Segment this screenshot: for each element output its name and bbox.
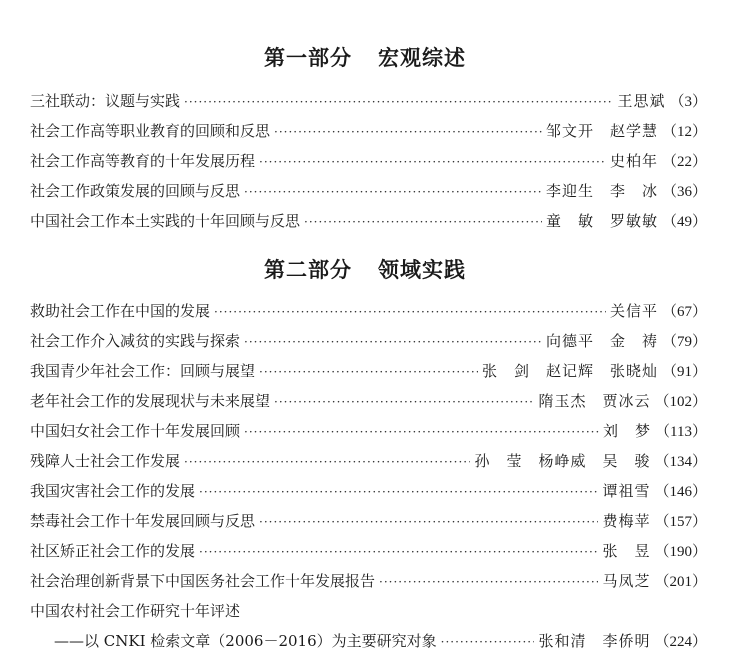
entry-page: （190）	[654, 544, 707, 560]
toc-entry[interactable]	[30, 120, 707, 142]
entry-authors: 童 敏 罗敏敏	[545, 212, 658, 230]
entry-page: （102）	[654, 394, 707, 410]
entry-authors: 向德平 金 祷	[545, 332, 658, 350]
dot-leader	[199, 541, 598, 563]
entry-title: 三社联动：议题与实践	[30, 92, 181, 110]
toc-entry[interactable]	[30, 480, 707, 502]
entry-page: （49）	[661, 214, 707, 230]
entry-title: 我国灾害社会工作的发展	[30, 482, 196, 500]
entry-title: 中国社会工作本土实践的十年回顾与反思	[30, 212, 301, 230]
entry-title: 社会工作政策发展的回顾与反思	[30, 182, 241, 200]
entry-page: （67）	[661, 304, 707, 320]
part-two-label: 第二部分	[264, 258, 352, 282]
dot-leader	[274, 391, 534, 413]
entry-authors: 孙 莹 杨峥威 吴 骏	[474, 452, 651, 470]
dot-leader	[379, 571, 598, 593]
dot-leader	[244, 331, 542, 353]
entry-page: （22）	[661, 154, 707, 170]
toc-entry[interactable]	[30, 300, 707, 322]
toc-entry[interactable]	[30, 420, 707, 442]
entry-authors: 张 昱	[602, 542, 651, 560]
entry-title: 老年社会工作的发展现状与未来展望	[30, 392, 271, 410]
part-one-heading	[0, 42, 730, 72]
dot-leader	[184, 451, 470, 473]
entry-page: （134）	[654, 454, 707, 470]
entry-title: 中国妇女社会工作十年发展回顾	[30, 422, 241, 440]
part-two-heading	[0, 254, 730, 284]
entry-page: （79）	[661, 334, 707, 350]
toc-entry[interactable]	[30, 330, 707, 352]
toc-entry[interactable]	[30, 90, 707, 112]
toc-entry[interactable]	[30, 390, 707, 412]
entry-authors: 隋玉杰 贾冰云	[538, 392, 651, 410]
dot-leader	[304, 211, 542, 233]
entry-authors: 谭祖雪	[602, 482, 651, 500]
toc-entry[interactable]	[30, 450, 707, 472]
entry-authors: 邹文开 赵学慧	[545, 122, 658, 140]
part-one-label: 第一部分	[264, 46, 352, 70]
dot-leader	[259, 511, 598, 533]
dot-leader	[184, 91, 613, 113]
dot-leader	[274, 121, 542, 143]
toc-entry[interactable]	[30, 540, 707, 562]
entry-title: 中国农村社会工作研究十年评述	[30, 602, 241, 620]
entry-page: （201）	[654, 574, 707, 590]
toc-entry[interactable]	[30, 570, 707, 592]
entry-authors: 张和清 李侨明	[538, 632, 651, 650]
entry-title: 禁毒社会工作十年发展回顾与反思	[30, 512, 256, 530]
entry-page: （12）	[661, 124, 707, 140]
toc-entry[interactable]	[30, 180, 707, 202]
entry-authors: 关信平	[609, 302, 658, 320]
dot-leader	[441, 631, 535, 653]
entry-authors: 费梅苹	[602, 512, 651, 530]
entry-authors: 马凤芝	[602, 572, 651, 590]
entry-title: 社会工作介入减贫的实践与探索	[30, 332, 241, 350]
entry-authors: 张 剑 赵记辉 张晓灿	[481, 362, 658, 380]
entry-title: 救助社会工作在中国的发展	[30, 302, 211, 320]
entry-page: （3）	[669, 94, 707, 110]
entry-title: 社会治理创新背景下中国医务社会工作十年发展报告	[30, 572, 376, 590]
part-two-title: 领域实践	[378, 258, 466, 282]
entry-page: （224）	[654, 634, 707, 650]
entry-title: 我国青少年社会工作：回顾与展望	[30, 362, 256, 380]
entry-page: （146）	[654, 484, 707, 500]
entry-authors: 李迎生 李 冰	[545, 182, 658, 200]
dot-leader	[214, 301, 606, 323]
entry-title: 社区矫正社会工作的发展	[30, 542, 196, 560]
entry-page: （91）	[661, 364, 707, 380]
dot-leader	[259, 361, 478, 383]
toc-entry-title-line[interactable]	[30, 600, 707, 622]
toc-entry[interactable]	[54, 630, 707, 652]
entry-page: （113）	[655, 424, 707, 440]
dot-leader	[259, 151, 606, 173]
entry-subtitle: ——以 CNKI 检索文章（2006－2016）为主要研究对象	[54, 632, 437, 650]
toc-entry[interactable]	[30, 150, 707, 172]
entry-authors: 史柏年	[609, 152, 658, 170]
entry-title: 社会工作高等教育的十年发展历程	[30, 152, 256, 170]
dot-leader	[244, 181, 542, 203]
entry-title: 残障人士社会工作发展	[30, 452, 181, 470]
toc-entry[interactable]	[30, 210, 707, 232]
dot-leader	[199, 481, 598, 503]
entry-page: （157）	[654, 514, 707, 530]
dot-leader	[244, 421, 599, 443]
entry-title: 社会工作高等职业教育的回顾和反思	[30, 122, 271, 140]
part-one-title: 宏观综述	[378, 46, 466, 70]
entry-page: （36）	[661, 184, 707, 200]
entry-authors: 王思斌	[617, 92, 666, 110]
toc-entry[interactable]	[30, 360, 707, 382]
toc-entry[interactable]	[30, 510, 707, 532]
entry-authors: 刘 梦	[603, 422, 652, 440]
